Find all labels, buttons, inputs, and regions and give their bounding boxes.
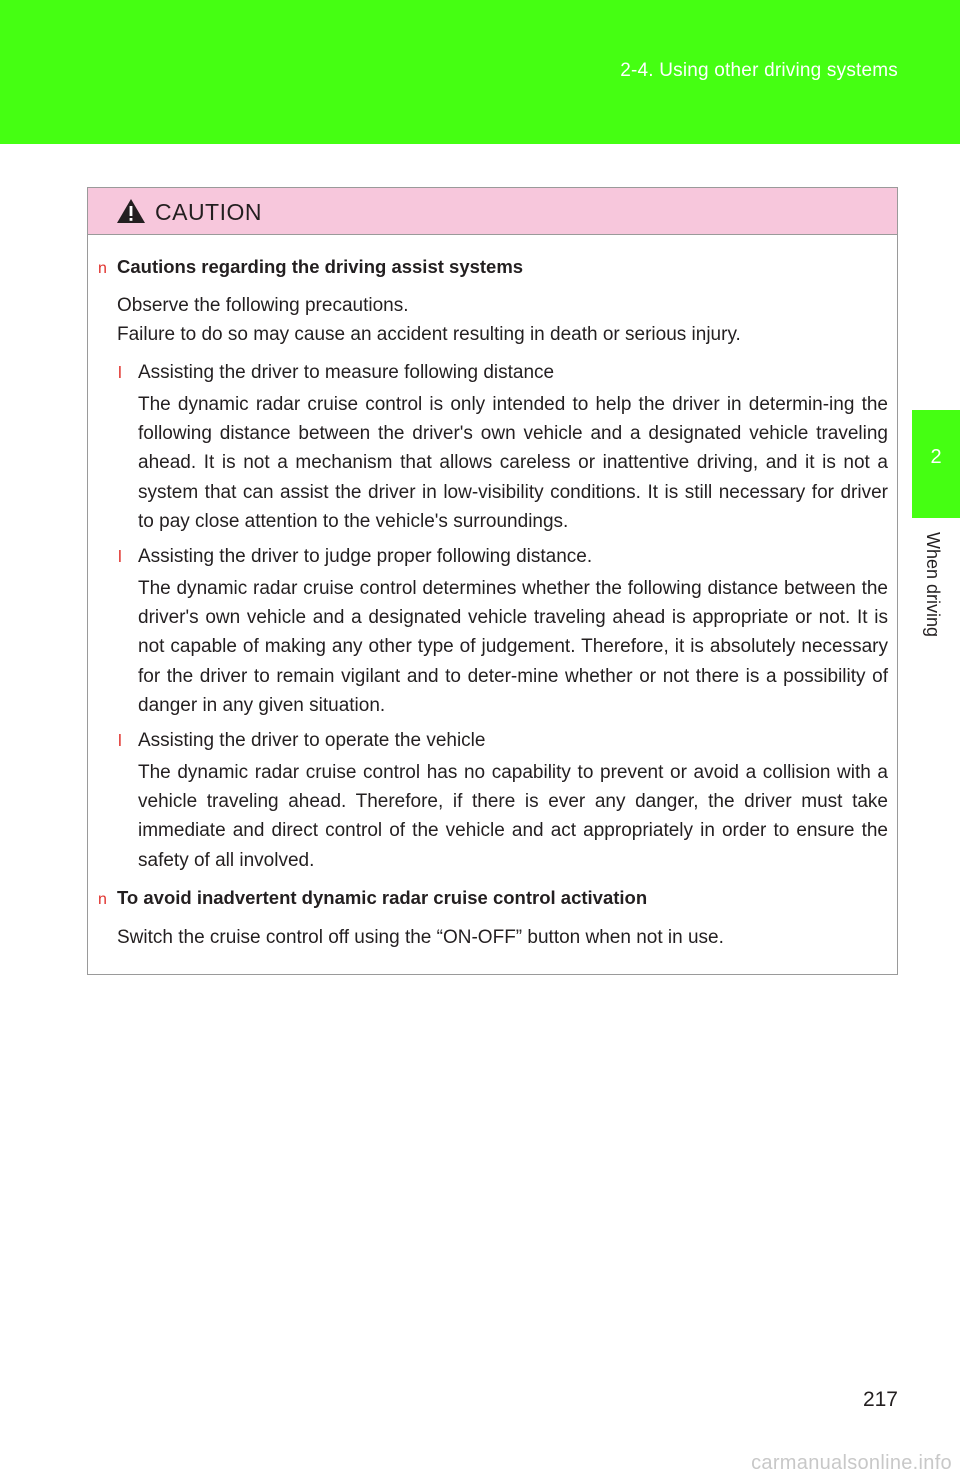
chapter-label-wrapper: [918, 532, 948, 682]
bullet-body: The dynamic radar cruise control has no capability to prevent or avoid a collision with a vehicle traveling ahead. Therefore, if there is ever any danger, the driver must take immediate and direct control of the vehicle and act appropriately in order to ensure the safety of all involved.: [138, 762, 888, 871]
bullet-icon: l: [118, 731, 122, 750]
watermark: carmanualsonline.info: [751, 1452, 952, 1474]
intro-line: Failure to do so may cause an accident resulting in death or serious injury.: [117, 324, 741, 345]
bullet-title-text: Assisting the driver to judge proper following distance.: [138, 546, 593, 567]
chapter-tab: [912, 410, 960, 518]
section-heading: [98, 256, 523, 278]
section-heading-text: Cautions regarding the driving assist systems: [117, 256, 524, 277]
bullet-body: The dynamic radar cruise control is only intended to help the driver in determin-ing the following distance between the driver's own vehicle and a designated vehicle traveling ahead. It is not a mechanism that allows careless or inattentive driving, and it is not a system that can assist the driver in low-visibility conditions. It is still necessary for driver to pay close attention to the vehicle's surroundings.: [138, 394, 888, 532]
bullet-title-text: Assisting the driver to measure following distance: [138, 362, 555, 383]
section-title: 2-4. Using other driving systems: [620, 60, 898, 81]
square-bullet-icon: n: [98, 260, 107, 277]
bullet-icon: l: [118, 363, 122, 382]
warning-triangle-icon: [116, 198, 146, 224]
square-bullet-icon: n: [98, 891, 107, 908]
section-heading-text: To avoid inadvertent dynamic radar cruise control activation: [117, 887, 648, 908]
bullet-icon: l: [118, 547, 122, 566]
caution-title: CAUTION: [155, 199, 262, 225]
section-heading: [98, 887, 647, 909]
chapter-label: When driving: [923, 532, 943, 638]
bullet-body: The dynamic radar cruise control determines whether the following distance between the driver's own vehicle and a designated vehicle traveling ahead is appropriate or not. It is not capable of making any other type of judgement. Therefore, it is absolutely necessary for the driver to remain vigilant and to deter-mine whether or not there is a possibility of danger in any given situation.: [138, 578, 888, 716]
bullet-title: [118, 546, 592, 568]
caution-header: [88, 188, 897, 235]
intro-line: Observe the following precautions.: [117, 295, 409, 316]
section-text: Switch the cruise control off using the “ON-OFF” button when not in use.: [117, 927, 724, 948]
chapter-number: 2: [930, 446, 942, 468]
bullet-title: [118, 362, 554, 384]
page-number: 217: [862, 1388, 898, 1411]
bullet-title: [118, 730, 485, 752]
bullet-title-text: Assisting the driver to operate the vehicle: [138, 730, 486, 751]
section-header-bar: [0, 0, 960, 144]
caution-box: [87, 187, 898, 975]
